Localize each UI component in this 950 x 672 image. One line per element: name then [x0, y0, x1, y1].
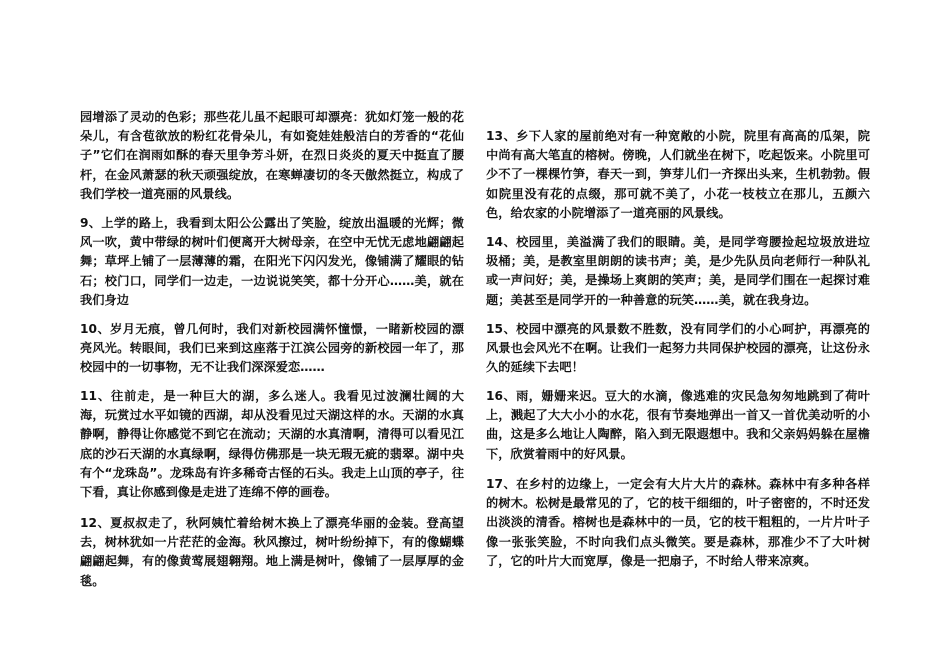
- paragraph-16: 16、雨，姗姗来迟。豆大的水滴，像逃难的灾民急匆匆地跳到了荷叶上，溅起了大大小小的水花，很有节奏地弹出一首又一首优美动听的小曲，这是多么地让人陶醉，陷入到无限遐想中。我和父亲妈妈躲在屋檐下，欣赏着雨中的好风景。: [486, 389, 870, 461]
- paragraph-13: 13、乡下人家的屋前绝对有一种宽敞的小院，院里有高高的瓜架，院中尚有高大笔直的榕树。傍晚，人们就坐在树下，吃起饭来。小院里可少不了一棵棵竹笋，春天一到，笋芽儿们一齐探出头来，生机勃勃。假如院里没有花的点缀，那可就不美了，小花一枝枝立在那儿，五颜六色，给农家的小院增添了一道亮丽的风景线。: [486, 129, 870, 220]
- paragraph-15: 15、校园中漂亮的风景数不胜数，没有同学们的小心呵护，再漂亮的风景也会风光不在啊。让我们一起努力共同保护校园的漂亮，让这份永久的延续下去吧！: [486, 322, 870, 375]
- paragraph-9: 9、上学的路上，我看到太阳公公露出了笑脸，绽放出温暖的光辉；微风一吹，黄中带绿的树叶们便离开大树母亲，在空中无忧无虑地翩翩起舞；草坪上铺了一层薄薄的霜，在阳光下闪闪发光，像铺满了耀眼的钻石；校门口，同学们一边走，一边说说笑笑，都十分开心……美，就在我们身边: [80, 216, 464, 307]
- paragraph-12: 12、夏叔叔走了，秋阿姨忙着给树木换上了漂亮华丽的金装。登高望去，树林犹如一片茫茫的金海。秋风擦过，树叶纷纷掉下，有的像蝴蝶翩翩起舞，有的像黄莺展翅翱翔。地上满是树叶，像铺了一层厚厚的金毯。: [80, 516, 464, 588]
- paragraph-8-continued: 园增添了灵动的色彩；那些花儿虽不起眼可却漂亮：犹如灯笼一般的花朵儿，有含苞欲放的粉红花骨朵儿，有如瓷娃娃般洁白的芳香的“花仙子”它们在润雨如酥的春天里争芳斗妍，在烈日炎炎的夏天中挺直了腰杆，在金风萧瑟的秋天顽强绽放，在寒蝉凄切的冬天傲然挺立，构成了我们学校一道亮丽的风景线。: [80, 110, 464, 201]
- paragraph-11: 11、往前走，是一种巨大的湖，多么迷人。我看见过波澜壮阔的大海，玩赏过水平如镜的西湖，却从没看见过天湖这样的水。天湖的水真静啊，静得让你感觉不到它在流动；天湖的水真清啊，清得可以看见江底的沙石天湖的水真绿啊，绿得仿佛那是一块无瑕无疵的翡翠。湖中央有个“龙珠岛”。龙珠岛有许多稀奇古怪的石头。我走上山顶的亭子，往下看，真让你感到像是走进了连绵不停的画卷。: [80, 389, 464, 500]
- paragraph-10: 10、岁月无痕，曾几何时，我们对新校园满怀憧憬，一睹新校园的漂亮风光。转眼间，我们已来到这座落于江滨公园旁的新校园一年了，那校园中的一切事物，无不让我们深深爱恋……: [80, 322, 464, 375]
- paragraph-17: 17、在乡村的边缘上，一定会有大片大片的森林。森林中有多种各样的树木。松树是最常见的了，它的枝干细细的，叶子密密的，不时还发出淡淡的清香。榕树也是森林中的一员，它的枝干粗粗的，一片片叶子像一张张笑脸，不时向我们点头微笑。要是森林，那准少不了大叶树了，它的叶片大而宽厚，像是一把扇子，不时给人带来凉爽。: [486, 477, 870, 568]
- paragraph-14: 14、校园里，美溢满了我们的眼睛。美，是同学弯腰捡起垃圾放进垃圾桶；美，是教室里朗朗的读书声；美，是少先队员向老师行一种队礼或一声问好；美，是操场上爽朗的笑声；美，是同学们围在一起探讨难题；美甚至是同学开的一种善意的玩笑……美，就在我身边。: [486, 235, 870, 307]
